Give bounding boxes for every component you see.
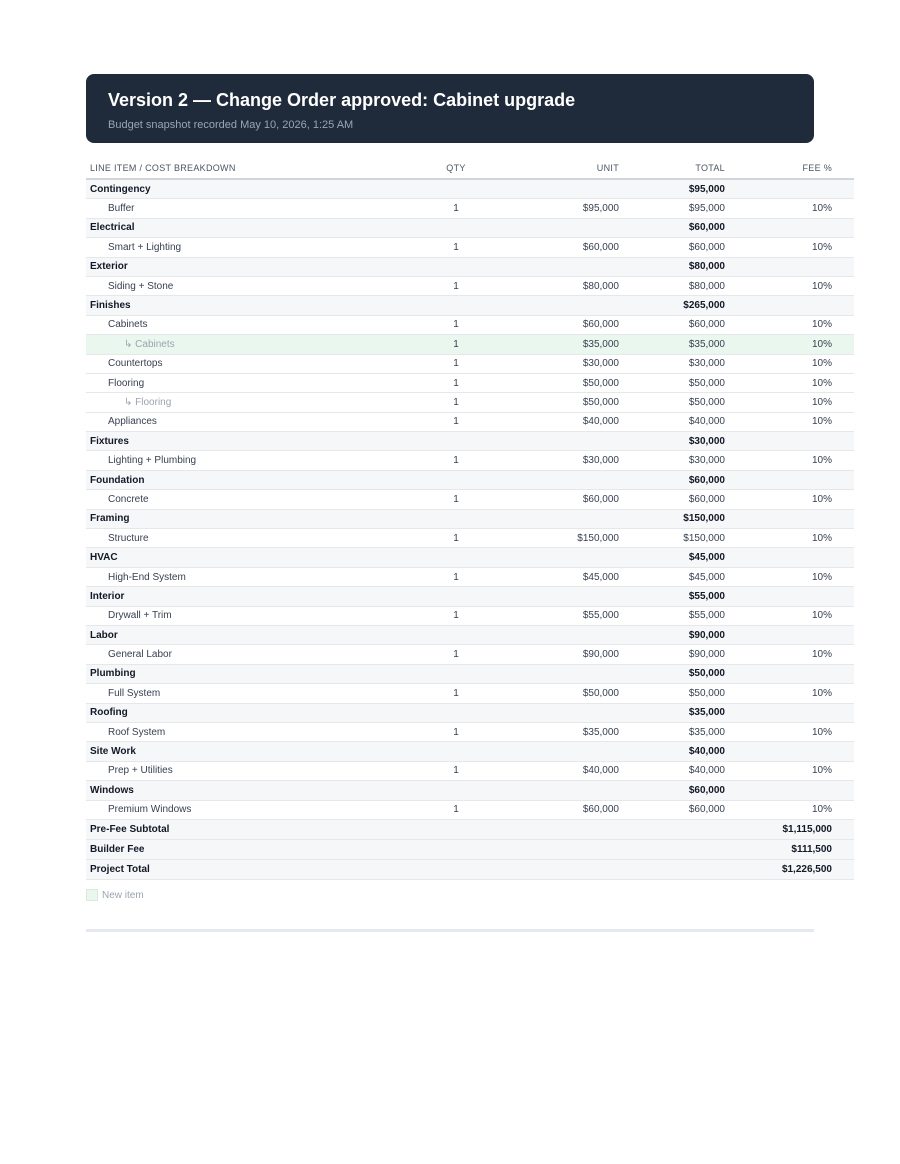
qty-cell: [396, 218, 516, 237]
line-item-name: Countertops: [86, 354, 396, 373]
total-cell: $35,000: [623, 722, 729, 741]
line-item-name: ↳ Flooring: [86, 393, 396, 412]
fee-cell: [729, 703, 854, 722]
line-item-name: Siding + Stone: [86, 276, 396, 295]
legend: [86, 888, 144, 902]
category-total: $30,000: [623, 432, 729, 451]
category-total: $50,000: [623, 664, 729, 683]
summary-row: [86, 839, 854, 859]
summary-label: Project Total: [86, 859, 729, 879]
total-cell: $60,000: [623, 800, 729, 819]
fee-cell: 10%: [729, 276, 854, 295]
fee-cell: [729, 179, 854, 199]
line-item-row: [86, 315, 854, 334]
qty-cell: 1: [396, 315, 516, 334]
category-total: $90,000: [623, 625, 729, 644]
category-total: $150,000: [623, 509, 729, 528]
category-row: [86, 664, 854, 683]
line-item-row: [86, 238, 854, 257]
line-item-row: [86, 645, 854, 664]
category-row: [86, 296, 854, 315]
line-item-row: [86, 276, 854, 295]
unit-cell: [516, 432, 623, 451]
line-item-row: [86, 684, 854, 703]
fee-cell: [729, 257, 854, 276]
unit-cell: $95,000: [516, 199, 623, 218]
snapshot-header: [86, 74, 814, 143]
summary-row: [86, 819, 854, 839]
fee-cell: [729, 781, 854, 800]
category-total: $60,000: [623, 218, 729, 237]
fee-cell: [729, 432, 854, 451]
fee-cell: 10%: [729, 199, 854, 218]
qty-cell: 1: [396, 373, 516, 392]
line-item-row: [86, 373, 854, 392]
fee-cell: 10%: [729, 645, 854, 664]
total-cell: $55,000: [623, 606, 729, 625]
column-header-qty: QTY: [396, 158, 516, 179]
unit-cell: [516, 470, 623, 489]
fee-cell: [729, 587, 854, 606]
fee-cell: 10%: [729, 722, 854, 741]
qty-cell: [396, 296, 516, 315]
qty-cell: 1: [396, 335, 516, 354]
total-cell: $95,000: [623, 199, 729, 218]
line-item-name: High-End System: [86, 567, 396, 586]
unit-cell: [516, 179, 623, 199]
line-item-row: [86, 354, 854, 373]
page-title: Version 2 — Change Order approved: Cabinet upgrade: [108, 90, 576, 110]
qty-cell: [396, 257, 516, 276]
fee-cell: [729, 218, 854, 237]
unit-cell: $60,000: [516, 238, 623, 257]
unit-cell: $80,000: [516, 276, 623, 295]
line-item-name: General Labor: [86, 645, 396, 664]
summary-value: $1,226,500: [729, 859, 854, 879]
total-cell: $60,000: [623, 490, 729, 509]
category-total: $55,000: [623, 587, 729, 606]
category-row: [86, 432, 854, 451]
unit-cell: [516, 548, 623, 567]
category-total: $45,000: [623, 548, 729, 567]
legend-label: New item: [102, 889, 144, 901]
unit-cell: [516, 587, 623, 606]
total-cell: $50,000: [623, 373, 729, 392]
category-row: [86, 179, 854, 199]
unit-cell: $30,000: [516, 451, 623, 470]
qty-cell: 1: [396, 451, 516, 470]
qty-cell: 1: [396, 490, 516, 509]
qty-cell: [396, 548, 516, 567]
category-total: $35,000: [623, 703, 729, 722]
qty-cell: 1: [396, 684, 516, 703]
unit-cell: [516, 509, 623, 528]
line-item-row: [86, 606, 854, 625]
line-item-name: Appliances: [86, 412, 396, 431]
fee-cell: 10%: [729, 451, 854, 470]
category-row: [86, 470, 854, 489]
fee-cell: [729, 664, 854, 683]
category-total: $60,000: [623, 781, 729, 800]
line-item-name: Cabinets: [86, 315, 396, 334]
unit-cell: [516, 218, 623, 237]
column-header-unit: UNIT: [516, 158, 623, 179]
qty-cell: 1: [396, 567, 516, 586]
qty-cell: [396, 781, 516, 800]
qty-cell: 1: [396, 238, 516, 257]
fee-cell: [729, 625, 854, 644]
summary-value: $1,115,000: [729, 819, 854, 839]
table-header-row: [86, 158, 854, 179]
unit-cell: [516, 296, 623, 315]
category-name: Electrical: [86, 218, 396, 237]
fee-cell: 10%: [729, 315, 854, 334]
unit-cell: [516, 703, 623, 722]
unit-cell: $35,000: [516, 335, 623, 354]
total-cell: $30,000: [623, 451, 729, 470]
snapshot-timestamp: Budget snapshot recorded May 10, 2026, 1:25 AM: [108, 119, 354, 131]
qty-cell: [396, 470, 516, 489]
unit-cell: [516, 664, 623, 683]
column-header-description: LINE ITEM / COST BREAKDOWN: [86, 158, 396, 179]
category-total: $265,000: [623, 296, 729, 315]
summary-row: [86, 859, 854, 879]
category-name: Plumbing: [86, 664, 396, 683]
summary-label: Pre-Fee Subtotal: [86, 819, 729, 839]
category-name: Site Work: [86, 742, 396, 761]
line-item-row: [86, 761, 854, 780]
fee-cell: 10%: [729, 373, 854, 392]
total-cell: $30,000: [623, 354, 729, 373]
qty-cell: 1: [396, 761, 516, 780]
line-item-name: Flooring: [86, 373, 396, 392]
line-item-name: Roof System: [86, 722, 396, 741]
budget-table: [86, 158, 854, 880]
category-name: Roofing: [86, 703, 396, 722]
unit-cell: $35,000: [516, 722, 623, 741]
qty-cell: [396, 664, 516, 683]
qty-cell: [396, 742, 516, 761]
unit-cell: $60,000: [516, 315, 623, 334]
column-header-fee: FEE %: [729, 158, 854, 179]
category-total: $40,000: [623, 742, 729, 761]
line-item-name: Concrete: [86, 490, 396, 509]
unit-cell: [516, 742, 623, 761]
category-name: Labor: [86, 625, 396, 644]
line-item-name: ↳ Cabinets: [86, 335, 396, 354]
line-item-name: Prep + Utilities: [86, 761, 396, 780]
unit-cell: $50,000: [516, 373, 623, 392]
qty-cell: 1: [396, 529, 516, 548]
category-row: [86, 703, 854, 722]
line-item-name: Lighting + Plumbing: [86, 451, 396, 470]
category-row: [86, 587, 854, 606]
unit-cell: $50,000: [516, 393, 623, 412]
unit-cell: [516, 625, 623, 644]
qty-cell: [396, 625, 516, 644]
unit-cell: $40,000: [516, 412, 623, 431]
qty-cell: 1: [396, 412, 516, 431]
summary-label: Builder Fee: [86, 839, 729, 859]
qty-cell: [396, 179, 516, 199]
line-item-name: Structure: [86, 529, 396, 548]
line-item-row: [86, 199, 854, 218]
line-item-row: [86, 800, 854, 819]
line-item-row: [86, 412, 854, 431]
fee-cell: 10%: [729, 335, 854, 354]
category-name: HVAC: [86, 548, 396, 567]
fee-cell: [729, 548, 854, 567]
total-cell: $45,000: [623, 567, 729, 586]
line-item-row: [86, 451, 854, 470]
fee-cell: 10%: [729, 412, 854, 431]
qty-cell: [396, 587, 516, 606]
fee-cell: [729, 509, 854, 528]
total-cell: $40,000: [623, 761, 729, 780]
unit-cell: $150,000: [516, 529, 623, 548]
unit-cell: $60,000: [516, 800, 623, 819]
line-item-name: Premium Windows: [86, 800, 396, 819]
category-name: Finishes: [86, 296, 396, 315]
new-item-swatch: [86, 889, 98, 901]
unit-cell: $30,000: [516, 354, 623, 373]
category-name: Contingency: [86, 179, 396, 199]
fee-cell: 10%: [729, 606, 854, 625]
fee-cell: [729, 470, 854, 489]
qty-cell: 1: [396, 800, 516, 819]
unit-cell: $40,000: [516, 761, 623, 780]
category-row: [86, 781, 854, 800]
fee-cell: 10%: [729, 567, 854, 586]
fee-cell: 10%: [729, 354, 854, 373]
category-name: Fixtures: [86, 432, 396, 451]
total-cell: $60,000: [623, 238, 729, 257]
fee-cell: [729, 296, 854, 315]
qty-cell: [396, 432, 516, 451]
qty-cell: [396, 703, 516, 722]
qty-cell: 1: [396, 276, 516, 295]
total-cell: $80,000: [623, 276, 729, 295]
category-name: Interior: [86, 587, 396, 606]
line-item-row: [86, 567, 854, 586]
qty-cell: [396, 509, 516, 528]
column-header-total: TOTAL: [623, 158, 729, 179]
total-cell: $60,000: [623, 315, 729, 334]
category-total: $60,000: [623, 470, 729, 489]
line-item-name: Full System: [86, 684, 396, 703]
total-cell: $90,000: [623, 645, 729, 664]
unit-cell: $50,000: [516, 684, 623, 703]
fee-cell: 10%: [729, 529, 854, 548]
unit-cell: $55,000: [516, 606, 623, 625]
category-row: [86, 218, 854, 237]
total-cell: $50,000: [623, 393, 729, 412]
summary-value: $111,500: [729, 839, 854, 859]
sub-line-item-row: [86, 335, 854, 354]
qty-cell: 1: [396, 722, 516, 741]
budget-rows: [86, 179, 854, 819]
budget-summary: [86, 819, 854, 879]
fee-cell: [729, 742, 854, 761]
fee-cell: 10%: [729, 490, 854, 509]
category-name: Foundation: [86, 470, 396, 489]
category-total: $95,000: [623, 179, 729, 199]
category-row: [86, 742, 854, 761]
fee-cell: 10%: [729, 238, 854, 257]
total-cell: $35,000: [623, 335, 729, 354]
qty-cell: 1: [396, 645, 516, 664]
total-cell: $50,000: [623, 684, 729, 703]
line-item-row: [86, 529, 854, 548]
line-item-row: [86, 722, 854, 741]
unit-cell: [516, 257, 623, 276]
category-row: [86, 548, 854, 567]
unit-cell: $45,000: [516, 567, 623, 586]
unit-cell: [516, 781, 623, 800]
line-item-name: Smart + Lighting: [86, 238, 396, 257]
category-row: [86, 257, 854, 276]
category-name: Framing: [86, 509, 396, 528]
line-item-name: Drywall + Trim: [86, 606, 396, 625]
unit-cell: $60,000: [516, 490, 623, 509]
category-total: $80,000: [623, 257, 729, 276]
fee-cell: 10%: [729, 761, 854, 780]
qty-cell: 1: [396, 606, 516, 625]
fee-cell: 10%: [729, 684, 854, 703]
qty-cell: 1: [396, 354, 516, 373]
category-row: [86, 509, 854, 528]
qty-cell: 1: [396, 393, 516, 412]
fee-cell: 10%: [729, 800, 854, 819]
sub-line-item-row: [86, 393, 854, 412]
unit-cell: $90,000: [516, 645, 623, 664]
line-item-row: [86, 490, 854, 509]
total-cell: $40,000: [623, 412, 729, 431]
category-name: Windows: [86, 781, 396, 800]
qty-cell: 1: [396, 199, 516, 218]
category-row: [86, 625, 854, 644]
category-name: Exterior: [86, 257, 396, 276]
fee-cell: 10%: [729, 393, 854, 412]
total-cell: $150,000: [623, 529, 729, 548]
line-item-name: Buffer: [86, 199, 396, 218]
divider: [86, 929, 814, 932]
